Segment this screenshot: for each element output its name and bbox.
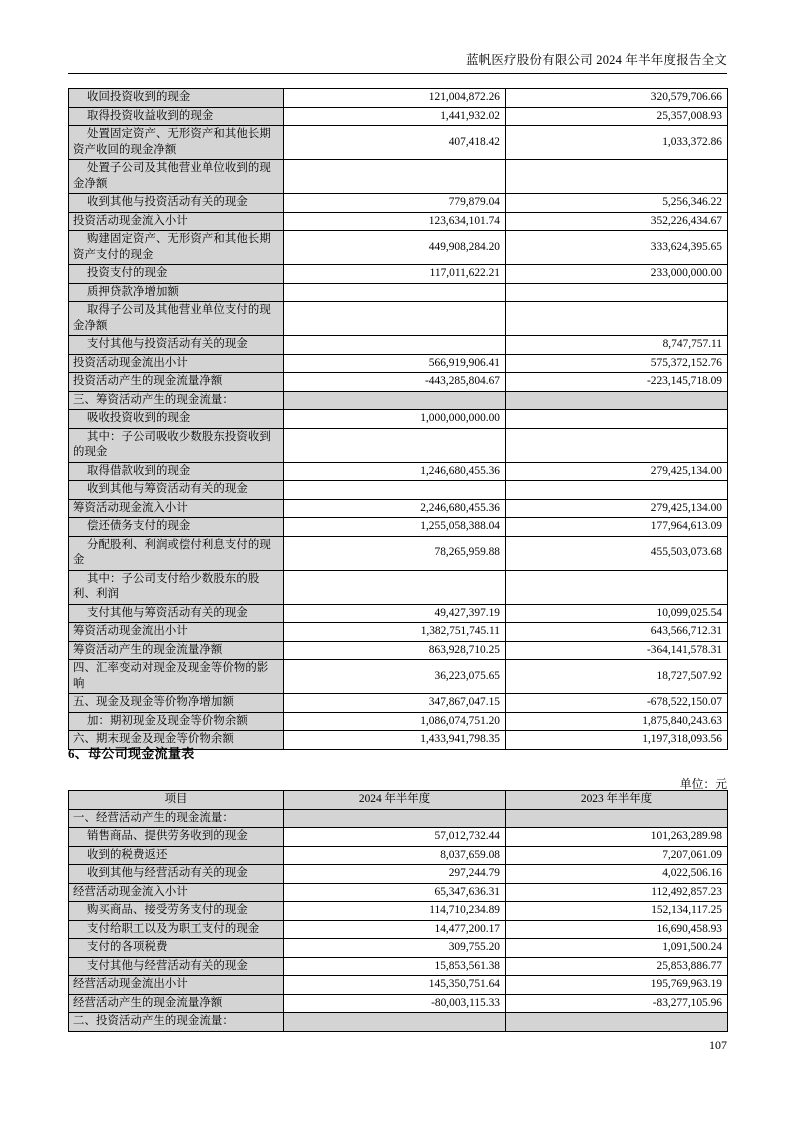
row-item-label: 收到的税费返还	[69, 846, 284, 865]
row-value-prior-period: -678,522,150.07	[506, 694, 728, 713]
table-row	[69, 883, 728, 902]
table-row	[69, 462, 728, 481]
row-item-label: 支付的各项税费	[69, 939, 284, 958]
row-value-current-period: 1,255,058,388.04	[284, 518, 506, 537]
row-value-current-period: 65,347,636.31	[284, 883, 506, 902]
row-item-label: 偿还债务支付的现金	[69, 518, 284, 537]
row-item-label: 支付其他与筹资活动有关的现金	[69, 604, 284, 623]
table-row	[69, 89, 728, 108]
row-value-prior-period: 101,263,289.98	[506, 828, 728, 847]
row-value-current-period: 347,867,047.15	[284, 694, 506, 713]
table-row	[69, 107, 728, 126]
row-value-prior-period: 279,425,134.00	[506, 462, 728, 481]
row-item-label: 取得借款收到的现金	[69, 462, 284, 481]
row-item-label: 四、汇率变动对现金及现金等价物的影响	[69, 660, 284, 694]
row-item-label: 筹资活动产生的现金流量净额	[69, 641, 284, 660]
row-item-label: 二、投资活动产生的现金流量：	[69, 1013, 284, 1032]
row-item-label: 收回投资收到的现金	[69, 89, 284, 108]
row-value-prior-period: 455,503,073.68	[506, 536, 728, 570]
row-value-current-period: 297,244.79	[284, 865, 506, 884]
table-row	[69, 828, 728, 847]
row-value-prior-period: 10,099,025.54	[506, 604, 728, 623]
table-row	[69, 536, 728, 570]
table-row	[69, 391, 728, 410]
row-value-prior-period: 25,357,008.93	[506, 107, 728, 126]
row-value-current-period	[284, 336, 506, 355]
row-value-prior-period	[506, 410, 728, 429]
table-row	[69, 231, 728, 265]
row-value-prior-period: 575,372,152.76	[506, 354, 728, 373]
row-value-current-period: -80,003,115.33	[284, 994, 506, 1013]
table-row	[69, 126, 728, 160]
row-value-prior-period: -223,145,718.09	[506, 373, 728, 392]
row-value-prior-period: 1,875,840,243.63	[506, 712, 728, 731]
row-value-prior-period	[506, 570, 728, 604]
row-value-prior-period	[506, 809, 728, 828]
row-item-label: 经营活动产生的现金流量净额	[69, 994, 284, 1013]
table-row	[69, 373, 728, 392]
row-item-label: 取得投资收益收到的现金	[69, 107, 284, 126]
row-value-prior-period	[506, 283, 728, 302]
row-value-prior-period	[506, 391, 728, 410]
row-value-current-period: 1,441,932.02	[284, 107, 506, 126]
row-item-label: 处置子公司及其他营业单位收到的现金净额	[69, 160, 284, 194]
row-item-label: 吸收投资收到的现金	[69, 410, 284, 429]
unit-label: 单位：元	[679, 777, 727, 791]
row-item-label: 经营活动现金流出小计	[69, 976, 284, 995]
parent-cash-flow-table-container	[68, 790, 728, 1032]
row-value-prior-period	[506, 428, 728, 462]
table-header-row	[69, 791, 728, 810]
row-item-label: 一、经营活动产生的现金流量：	[69, 809, 284, 828]
column-header-item: 项目	[69, 791, 284, 810]
row-value-prior-period	[506, 1013, 728, 1032]
row-item-label: 筹资活动现金流入小计	[69, 499, 284, 518]
row-value-current-period: -443,285,804.67	[284, 373, 506, 392]
table-row	[69, 1013, 728, 1032]
row-value-prior-period	[506, 481, 728, 500]
row-value-prior-period: 4,022,506.16	[506, 865, 728, 884]
row-value-prior-period: 643,566,712.31	[506, 623, 728, 642]
row-value-current-period	[284, 391, 506, 410]
row-value-current-period: 407,418.42	[284, 126, 506, 160]
row-value-current-period: 449,908,284.20	[284, 231, 506, 265]
row-value-prior-period: 195,769,963.19	[506, 976, 728, 995]
table-row	[69, 302, 728, 336]
table-row	[69, 712, 728, 731]
table-row	[69, 846, 728, 865]
row-item-label: 购买商品、接受劳务支付的现金	[69, 902, 284, 921]
row-value-current-period: 36,223,075.65	[284, 660, 506, 694]
table-row	[69, 570, 728, 604]
table-row	[69, 194, 728, 213]
row-value-current-period: 863,928,710.25	[284, 641, 506, 660]
table-row	[69, 354, 728, 373]
table-row	[69, 481, 728, 500]
row-value-prior-period	[506, 160, 728, 194]
row-value-current-period: 1,000,000,000.00	[284, 410, 506, 429]
row-value-prior-period: 5,256,346.22	[506, 194, 728, 213]
table-row	[69, 160, 728, 194]
row-value-prior-period: 152,134,117.25	[506, 902, 728, 921]
row-value-current-period: 309,755.20	[284, 939, 506, 958]
table-row	[69, 920, 728, 939]
table-row	[69, 336, 728, 355]
table-row	[69, 604, 728, 623]
row-item-label: 投资支付的现金	[69, 265, 284, 284]
row-item-label: 质押贷款净增加额	[69, 283, 284, 302]
row-value-current-period: 8,037,659.08	[284, 846, 506, 865]
row-value-current-period: 15,853,561.38	[284, 957, 506, 976]
row-value-current-period	[284, 283, 506, 302]
row-item-label: 五、现金及现金等价物净增加额	[69, 694, 284, 713]
row-value-current-period: 1,433,941,798.35	[284, 731, 506, 750]
table-row	[69, 976, 728, 995]
row-value-current-period: 566,919,906.41	[284, 354, 506, 373]
row-value-prior-period: 177,964,613.09	[506, 518, 728, 537]
row-value-prior-period: 25,853,886.77	[506, 957, 728, 976]
row-value-prior-period: 1,033,372.86	[506, 126, 728, 160]
row-item-label: 经营活动现金流入小计	[69, 883, 284, 902]
row-item-label: 分配股利、利润或偿付利息支付的现金	[69, 536, 284, 570]
row-item-label: 筹资活动现金流出小计	[69, 623, 284, 642]
row-item-label: 处置固定资产、无形资产和其他长期资产收回的现金净额	[69, 126, 284, 160]
row-value-prior-period: 279,425,134.00	[506, 499, 728, 518]
table-row	[69, 660, 728, 694]
table-row	[69, 410, 728, 429]
row-value-prior-period: 1,091,500.24	[506, 939, 728, 958]
consolidated-cash-flow-table-container	[68, 88, 728, 750]
row-item-label: 购建固定资产、无形资产和其他长期资产支付的现金	[69, 231, 284, 265]
row-item-label: 投资活动现金流出小计	[69, 354, 284, 373]
row-value-prior-period: -83,277,105.96	[506, 994, 728, 1013]
table-row	[69, 957, 728, 976]
row-item-label: 收到其他与投资活动有关的现金	[69, 194, 284, 213]
row-item-label: 销售商品、提供劳务收到的现金	[69, 828, 284, 847]
row-value-current-period: 14,477,200.17	[284, 920, 506, 939]
row-value-prior-period: 233,000,000.00	[506, 265, 728, 284]
row-item-label: 其中：子公司吸收少数股东投资收到的现金	[69, 428, 284, 462]
row-value-current-period: 121,004,872.26	[284, 89, 506, 108]
row-value-current-period	[284, 302, 506, 336]
row-value-current-period: 78,265,959.88	[284, 536, 506, 570]
row-item-label: 收到其他与筹资活动有关的现金	[69, 481, 284, 500]
row-value-current-period: 57,012,732.44	[284, 828, 506, 847]
table-row	[69, 265, 728, 284]
row-value-current-period	[284, 428, 506, 462]
table-row	[69, 994, 728, 1013]
table-row	[69, 499, 728, 518]
column-header-period-prior: 2023 年半年度	[506, 791, 728, 810]
row-item-label: 支付其他与投资活动有关的现金	[69, 336, 284, 355]
row-item-label: 支付其他与经营活动有关的现金	[69, 957, 284, 976]
row-value-prior-period: 1,197,318,093.56	[506, 731, 728, 750]
table-row	[69, 809, 728, 828]
table-row	[69, 641, 728, 660]
row-item-label: 其中：子公司支付给少数股东的股利、利润	[69, 570, 284, 604]
row-value-current-period	[284, 1013, 506, 1032]
table-row	[69, 865, 728, 884]
row-item-label: 支付给职工以及为职工支付的现金	[69, 920, 284, 939]
row-value-current-period	[284, 160, 506, 194]
row-value-current-period: 123,634,101.74	[284, 212, 506, 231]
row-value-prior-period	[506, 302, 728, 336]
row-value-prior-period: 16,690,458.93	[506, 920, 728, 939]
row-item-label: 投资活动现金流入小计	[69, 212, 284, 231]
row-value-current-period	[284, 809, 506, 828]
table-row	[69, 283, 728, 302]
row-value-prior-period: 320,579,706.66	[506, 89, 728, 108]
row-value-current-period: 779,879.04	[284, 194, 506, 213]
row-value-prior-period: 352,226,434.67	[506, 212, 728, 231]
row-item-label: 六、期末现金及现金等价物余额	[69, 731, 284, 750]
row-value-current-period: 49,427,397.19	[284, 604, 506, 623]
row-value-prior-period: 112,492,857.23	[506, 883, 728, 902]
row-value-current-period: 114,710,234.89	[284, 902, 506, 921]
consolidated-cash-flow-table	[68, 88, 728, 750]
row-value-prior-period: -364,141,578.31	[506, 641, 728, 660]
row-item-label: 投资活动产生的现金流量净额	[69, 373, 284, 392]
row-item-label: 加：期初现金及现金等价物余额	[69, 712, 284, 731]
row-value-prior-period: 18,727,507.92	[506, 660, 728, 694]
table-row	[69, 518, 728, 537]
row-value-current-period: 1,246,680,455.36	[284, 462, 506, 481]
row-item-label: 三、筹资活动产生的现金流量：	[69, 391, 284, 410]
row-value-current-period: 145,350,751.64	[284, 976, 506, 995]
row-item-label: 取得子公司及其他营业单位支付的现金净额	[69, 302, 284, 336]
row-value-current-period: 1,382,751,745.11	[284, 623, 506, 642]
row-value-current-period	[284, 481, 506, 500]
row-value-prior-period: 7,207,061.09	[506, 846, 728, 865]
row-value-prior-period: 8,747,757.11	[506, 336, 728, 355]
column-header-period-current: 2024 年半年度	[284, 791, 506, 810]
row-value-current-period: 1,086,074,751.20	[284, 712, 506, 731]
table-row	[69, 428, 728, 462]
page-number: 107	[709, 1038, 727, 1052]
table-row	[69, 902, 728, 921]
table-row	[69, 694, 728, 713]
table-row	[69, 212, 728, 231]
table-row	[69, 623, 728, 642]
row-value-current-period	[284, 570, 506, 604]
running-header: 蓝帆医疗股份有限公司 2024 年半年度报告全文	[68, 50, 727, 74]
row-item-label: 收到其他与经营活动有关的现金	[69, 865, 284, 884]
table-row	[69, 939, 728, 958]
parent-cash-flow-table	[68, 790, 728, 1032]
row-value-current-period: 117,011,622.21	[284, 265, 506, 284]
section-heading-parent-cash-flow: 6、母公司现金流量表	[68, 746, 195, 761]
row-value-current-period: 2,246,680,455.36	[284, 499, 506, 518]
row-value-prior-period: 333,624,395.65	[506, 231, 728, 265]
